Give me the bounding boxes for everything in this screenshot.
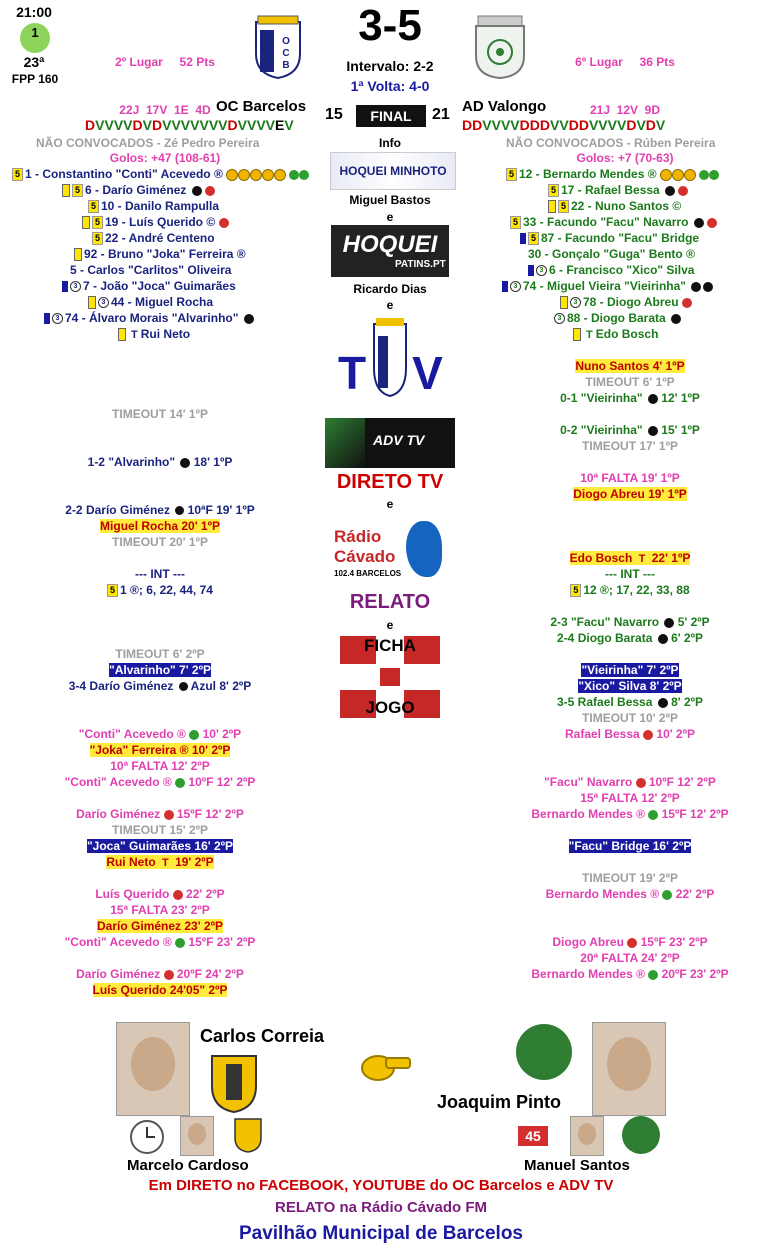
away-stat-goals: Golos: +7 (70-63) [576, 151, 674, 165]
away-event: Bernardo Mendes ® 15ºF 12' 2ºP [531, 807, 729, 821]
away-event: 2-3 "Facu" Navarro 5' 2ºP [550, 615, 710, 629]
referee-1-name: Carlos Correia [200, 1026, 325, 1046]
away-not-called: NÃO CONVOCADOS - Rúben Pereira [506, 136, 716, 150]
home-player-6: 5 6 - Darío Giménez [62, 182, 215, 198]
home-event: TIMEOUT 14' 1ºP [112, 407, 208, 421]
and-3: e [386, 497, 394, 511]
away-event: 0-2 "Vieirinha" 15' 1ºP [560, 423, 700, 437]
home-player-1: 5 1 - Constantino "Conti" Acevedo ® [12, 166, 309, 182]
away-event: "Facu" Navarro 10ºF 12' 2ºP [544, 775, 716, 789]
commentator-2: Ricardo Dias [353, 282, 427, 296]
home-player-74: 3 74 - Álvaro Morais "Alvarinho" [44, 310, 254, 326]
and-4: e [386, 618, 394, 632]
form-result: V [237, 117, 247, 133]
away-event: "Xico" Silva 8' 2ºP [578, 679, 682, 693]
interval-score: Intervalo: 2-2 [346, 58, 434, 74]
form-result: D [568, 117, 579, 133]
home-stat-rank: 2º Lugar 52 Pts [115, 55, 215, 69]
away-stat-record: 21J 12V 9D [589, 103, 661, 117]
home-player-7: 3 7 - João "Joca" Guimarães [62, 278, 236, 294]
form-result: V [246, 117, 257, 133]
and-1: e [386, 210, 394, 224]
home-player-44: 3 44 - Miguel Rocha [88, 294, 213, 310]
home-shots: 15 [325, 106, 343, 123]
svg-text:B: B [282, 60, 290, 71]
home-event: Darío Giménez 15ºF 12' 2ºP [76, 807, 244, 821]
commentator-1: Miguel Bastos [349, 193, 431, 207]
form-result: V [104, 117, 114, 133]
referee-2-name: Joaquim Pinto [437, 1092, 562, 1112]
home-player-10: 5 10 - Danilo Rampulla [88, 198, 219, 214]
league-position: 23ª [23, 54, 45, 70]
home-event: 5 1 ®; 6, 22, 44, 74 [0, 582, 320, 598]
home-event: Luís Querido 22' 2ºP [95, 887, 225, 901]
form-result: V [655, 117, 666, 133]
home-not-called: NÃO CONVOCADOS - Zé Pedro Pereira [36, 136, 260, 150]
form-result: D [578, 117, 589, 133]
away-player-88: 3 88 - Diogo Barata [554, 310, 681, 326]
round-number: 1 [31, 25, 39, 40]
referee-2-association-logo [516, 1024, 572, 1080]
radio-info: RELATO na Rádio Cávado FM [275, 1199, 487, 1216]
away-event: --- INT --- [605, 567, 655, 581]
away-event: 5 12 ®; 17, 22, 33, 88 [500, 582, 760, 598]
form-result: V [559, 117, 569, 133]
match-status: FINAL [356, 105, 426, 127]
home-stat-goals: Golos: +47 (108-61) [109, 151, 221, 165]
away-event: TIMEOUT 19' 2ºP [582, 871, 678, 885]
form-result: D [132, 117, 143, 133]
away-player-22: 5 22 - Nuno Santos © [548, 198, 681, 214]
form-result: V [123, 117, 133, 133]
home-form [85, 117, 294, 133]
form-result: V [284, 117, 294, 133]
form-result: D [227, 117, 238, 133]
away-event: "Facu" Bridge 16' 2ºP [568, 839, 692, 853]
home-event: TIMEOUT 20' 1ºP [112, 535, 208, 549]
home-crest-logo [250, 14, 306, 80]
away-player-33: 5 33 - Facundo "Facu" Navarro [510, 214, 717, 230]
form-result: D [529, 117, 540, 133]
home-event: "Conti" Acevedo ® 10' 2ºP [78, 727, 242, 741]
away-event: Nuno Santos 4' 1ºP [575, 359, 685, 373]
form-result: V [218, 117, 228, 133]
away-crest-logo [470, 14, 530, 80]
form-result: D [626, 117, 637, 133]
away-event: 3-5 Rafael Bessa 8' 2ºP [557, 695, 703, 709]
form-result: D [85, 117, 96, 133]
svg-text:O: O [282, 36, 290, 47]
away-event: Bernardo Mendes ® 22' 2ºP [545, 887, 715, 901]
home-team-name: OC Barcelos [216, 98, 307, 115]
form-result: V [142, 117, 152, 133]
form-result: V [95, 117, 105, 133]
referee-1-photo [116, 1022, 190, 1116]
form-result: V [208, 117, 219, 133]
away-form [462, 117, 665, 133]
timekeeper-association-logo [232, 1116, 264, 1154]
away-player-87: 5 87 - Facundo "Facu" Bridge [520, 230, 699, 246]
home-event: 3-4 Darío Giménez Azul 8' 2ºP [68, 679, 252, 693]
away-coach: T Edo Bosch [573, 326, 658, 343]
home-coach: T Rui Neto [118, 326, 190, 343]
clock-icon [130, 1120, 164, 1154]
final-score: 3-5 [358, 1, 422, 50]
form-result: D [645, 117, 656, 133]
away-event: 20ª FALTA 24' 2ºP [580, 951, 680, 965]
form-result: V [482, 117, 492, 133]
form-result: V [607, 117, 617, 133]
home-event: Darío Giménez 23' 2ºP [97, 919, 223, 933]
home-event: Rui Neto T 19' 2ºP [106, 855, 214, 869]
form-result: D [151, 117, 163, 133]
home-player-92: 92 - Bruno "Joka" Ferreira ® [74, 246, 246, 262]
direto-tv-label: DIRETO TV [336, 471, 444, 493]
home-event: 2-2 Darío Giménez 10ªF 19' 1ºP [65, 503, 255, 517]
home-event: 1-2 "Alvarinho" 18' 1ºP [87, 455, 233, 469]
form-result: V [550, 117, 560, 133]
relato-label: RELATO [349, 591, 431, 613]
radio-cavado-logo: Rádio Cávado 102.4 BARCELOS [330, 515, 448, 587]
away-event: 0-1 "Vieirinha" 12' 1ºP [560, 391, 700, 405]
home-event: 10ª FALTA 12' 2ºP [110, 759, 210, 773]
form-result: D [462, 117, 473, 133]
venue: Pavilhão Municipal de Barcelos [238, 1223, 524, 1244]
away-shots: 21 [432, 106, 450, 123]
fpp-code: FPP 160 [11, 72, 59, 86]
away-stats [540, 22, 710, 182]
form-result: V [588, 117, 599, 133]
info-label: Info [379, 136, 401, 150]
assistant-association-logo [622, 1116, 660, 1154]
first-leg-score: 1ª Volta: 4-0 [350, 78, 430, 94]
away-player-78: 3 78 - Diogo Abreu [560, 294, 692, 310]
home-event: "Joca" Guimarães 16' 2ºP [86, 839, 234, 853]
away-event: Rafael Bessa 10' 2ºP [564, 727, 695, 741]
form-result: V [500, 117, 511, 133]
away-event: TIMEOUT 10' 2ºP [582, 711, 678, 725]
form-result: V [190, 117, 200, 133]
form-result: V [199, 117, 209, 133]
home-event: Darío Giménez 20ºF 24' 2ºP [76, 967, 244, 981]
form-result: V [510, 117, 520, 133]
round-badge [20, 23, 50, 53]
away-event: Edo Bosch T 22' 1ºP [569, 551, 691, 565]
hoquei-minhoto-logo: HOQUEI MINHOTO [330, 152, 456, 190]
form-result: V [162, 117, 172, 133]
home-event: --- INT --- [135, 567, 185, 581]
form-result: V [598, 117, 608, 133]
home-event: "Conti" Acevedo ® 10ºF 12' 2ºP [64, 775, 256, 789]
away-player-17: 5 17 - Rafael Bessa [548, 182, 688, 198]
hoquei-patins-logo: HOQUEI PATINS.PT [331, 225, 449, 277]
ocb-tv-logo: TV [336, 316, 444, 412]
home-player-19: 5 19 - Luís Querido © [82, 214, 229, 230]
svg-text:C: C [282, 48, 290, 59]
form-result: V [491, 117, 501, 133]
home-event: TIMEOUT 15' 2ºP [112, 823, 208, 837]
broadcast-info: Em DIRETO no FACEBOOK, YOUTUBE do OC Barcelos e ADV TV [148, 1177, 614, 1194]
form-result: V [636, 117, 646, 133]
home-event: "Alvarinho" 7' 2ºP [109, 663, 211, 677]
form-result: D [539, 117, 550, 133]
timekeeper-name: Marcelo Cardoso [127, 1157, 249, 1174]
away-event: 2-4 Diogo Barata 6' 2ºP [557, 631, 703, 645]
away-stat-rank: 6º Lugar 36 Pts [575, 55, 675, 69]
form-result: E [275, 117, 285, 133]
away-event: TIMEOUT 6' 1ºP [585, 375, 675, 389]
away-team-name: AD Valongo [462, 98, 547, 115]
adv-tv-logo: ADV TV [325, 418, 455, 468]
referee-2-photo [592, 1022, 666, 1116]
away-player-12: 5 12 - Bernardo Mendes ® [506, 166, 719, 182]
away-event: 15ª FALTA 12' 2ºP [580, 791, 680, 805]
whistle-icon [356, 1048, 412, 1084]
away-player-74: 3 74 - Miguel Vieira "Vieirinha" [502, 278, 713, 294]
away-player-6: 3 6 - Francisco "Xico" Silva [528, 262, 694, 278]
form-result: V [265, 117, 275, 133]
form-result: V [256, 117, 266, 133]
home-event: "Conti" Acevedo ® 15ºF 23' 2ºP [64, 935, 256, 949]
home-event: Miguel Rocha 20' 1ºP [100, 519, 220, 533]
home-stat-record: 22J 17V 1E 4D [119, 103, 211, 117]
away-event: Diogo Abreu 15ºF 23' 2ºP [552, 935, 708, 949]
form-result: V [113, 117, 124, 133]
home-event: "Joka" Ferreira ® 10' 2ºP [89, 743, 231, 757]
form-result: V [180, 117, 191, 133]
and-2: e [386, 298, 394, 312]
away-event: Diogo Abreu 19' 1ºP [573, 487, 687, 501]
ficha-jogo-logo: FICHA JOGO [336, 634, 444, 720]
away-player-30: 30 - Gonçalo "Guga" Bento ® [528, 247, 695, 261]
away-event: "Vieirinha" 7' 2ºP [581, 663, 679, 677]
away-event: TIMEOUT 17' 1ºP [582, 439, 678, 453]
form-result: D [472, 117, 483, 133]
home-event: TIMEOUT 6' 2ºP [115, 647, 205, 661]
form-result: V [616, 117, 627, 133]
match-time: 21:00 [16, 4, 52, 20]
form-result: D [519, 117, 530, 133]
home-player-22: 5 22 - André Centeno [92, 230, 215, 246]
away-event: Bernardo Mendes ® 20ºF 23' 2ºP [531, 967, 729, 981]
assistant-photo [570, 1116, 604, 1156]
referee-1-association-logo [206, 1050, 262, 1114]
away-event: 10ª FALTA 19' 1ºP [580, 471, 680, 485]
assistant-name: Manuel Santos [524, 1157, 630, 1174]
home-player-5: 5 - Carlos "Carlitos" Oliveira [70, 263, 232, 277]
shot-clock-badge: 45 [518, 1126, 548, 1146]
home-event: Luís Querido 24'05" 2ºP [92, 983, 228, 997]
timekeeper-photo [180, 1116, 214, 1156]
home-event: 15ª FALTA 23' 2ºP [110, 903, 210, 917]
form-result: V [171, 117, 181, 133]
